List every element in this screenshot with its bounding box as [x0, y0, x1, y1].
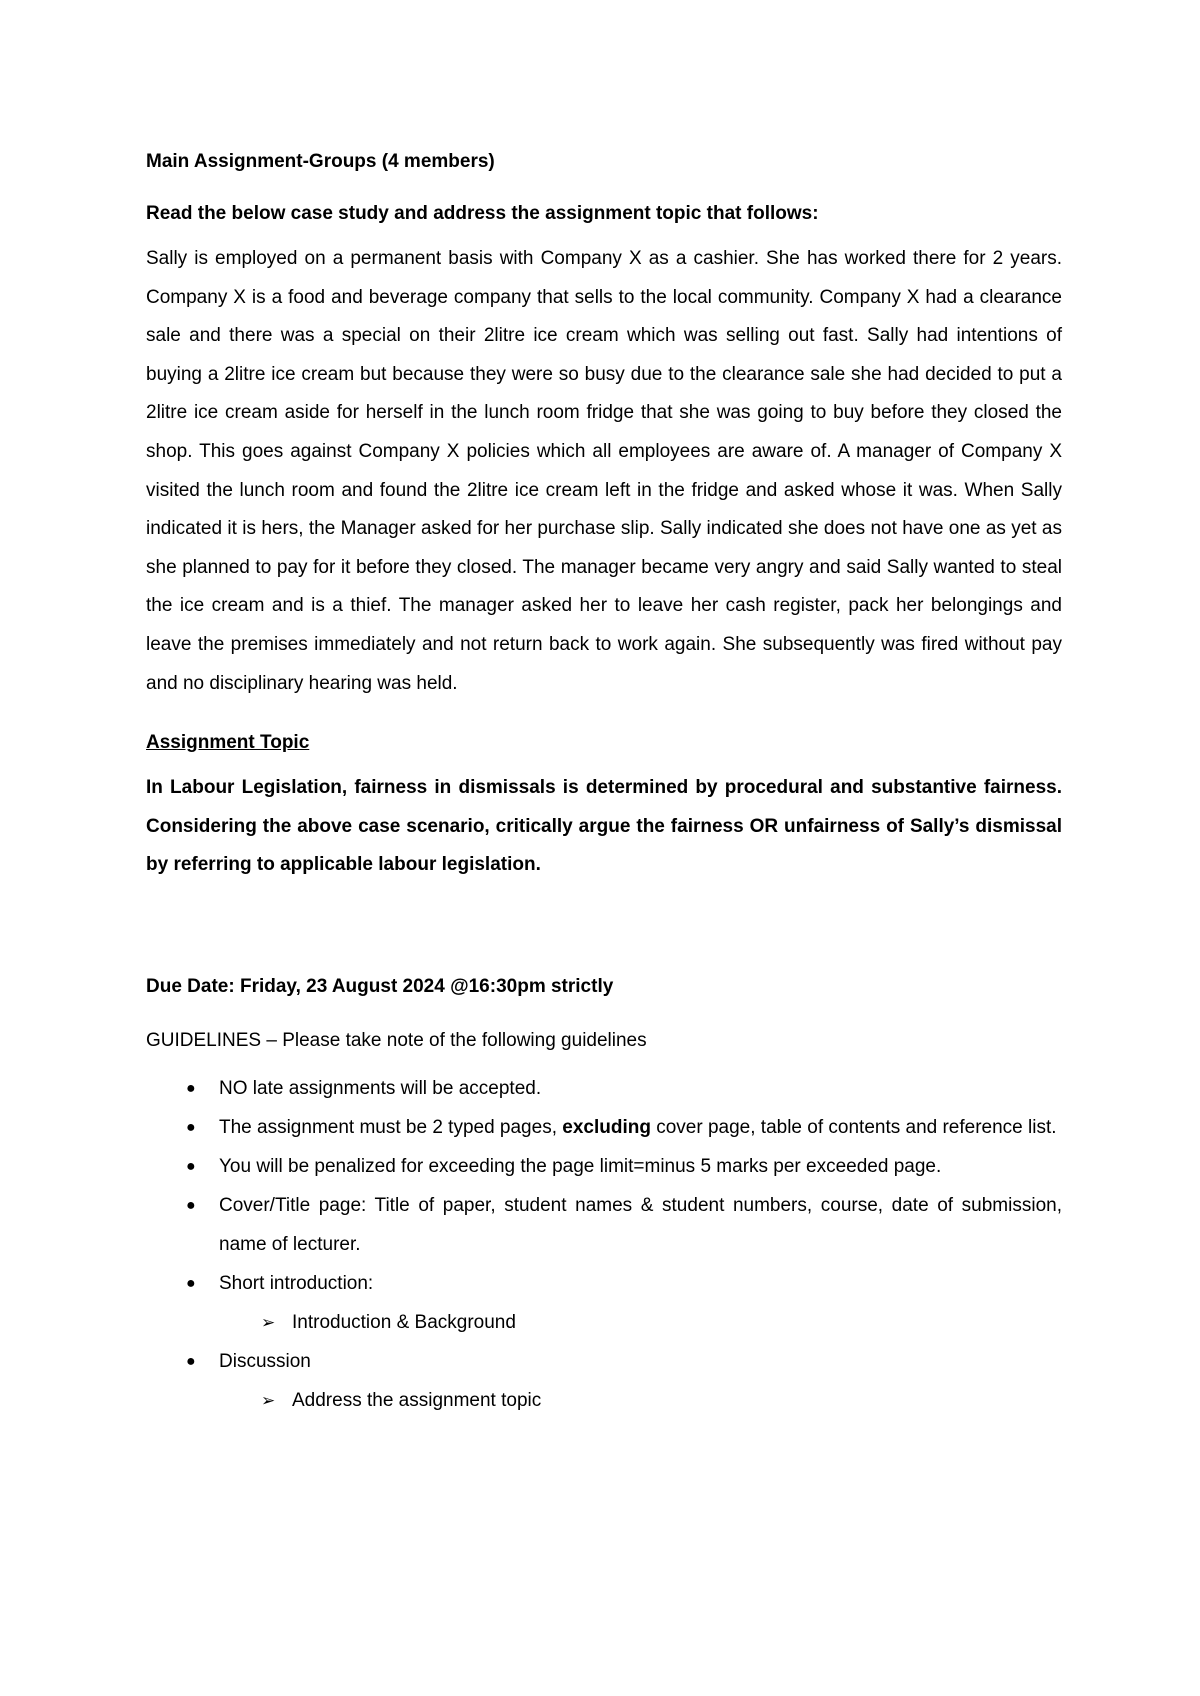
bullet-icon: ●: [186, 1196, 196, 1214]
list-item: [146, 1108, 1062, 1147]
assignment-topic-text: In Labour Legislation, fairness in dismissals is determined by procedural and substantive fairness. Considering the above case scenario, critically argue the fairness OR unfairness of Sally’s dismissal by referring to applicable labour legislation.: [146, 777, 1062, 876]
document-page: [146, 148, 1062, 1420]
discussion-sublist: [219, 1381, 1062, 1420]
bullet-icon: ●: [186, 1157, 196, 1175]
list-item: [146, 1069, 1062, 1108]
list-item: [146, 1342, 1062, 1420]
guideline-late: NO late assignments will be accepted.: [219, 1077, 542, 1099]
guidelines-heading: GUIDELINES – Please take note of the following guidelines: [146, 1029, 647, 1051]
arrow-bullet-icon: ➢: [261, 1390, 276, 1410]
instruction-text: Read the below case study and address the assignment topic that follows:: [146, 203, 819, 224]
guideline-penalty: You will be penalized for exceeding the page limit=minus 5 marks per exceeded page.: [219, 1155, 942, 1177]
introduction-sublist: [219, 1303, 1062, 1342]
guideline-discussion: Discussion: [219, 1350, 311, 1372]
assignment-topic-heading: Assignment Topic: [146, 732, 310, 754]
case-study-paragraph: Sally is employed on a permanent basis with Company X as a cashier. She has worked there for 2 years. Company X is a food and beverage company that sells to the local community. Company X had a clearance sale and there was a special on their 2litre ice cream which was selling out fast. Sally had intentions of buying a 2litre ice cream but because they were so busy due to the clearance sale she had decided to put a 2litre ice cream aside for herself in the lunch room fridge that she was going to buy before they closed the shop. This goes against Company X policies which all employees are aware of. A manager of Company X visited the lunch room and found the 2litre ice cream left in the fridge and asked whose it was. When Sally indicated it is hers, the Manager asked for her purchase slip. Sally indicated she does not have one as yet as she planned to pay for it before they closed. The manager became very angry and said Sally wanted to steal the ice cream and is a thief. The manager asked her to leave her cash register, pack her belongings and leave the premises immediately and not return back to work again. She subsequently was fired without pay and no disciplinary hearing was held.: [146, 248, 1062, 694]
sub-address-topic: Address the assignment topic: [292, 1389, 542, 1411]
bullet-icon: ●: [186, 1118, 196, 1136]
guideline-pages-after: cover page, table of contents and reference list.: [650, 1116, 1057, 1138]
list-item: [219, 1303, 1062, 1342]
guideline-pages-bold: excluding: [562, 1116, 651, 1138]
list-item: [146, 1147, 1062, 1186]
document-title: Main Assignment-Groups (4 members): [146, 151, 495, 172]
guidelines-list: [146, 1069, 1062, 1420]
due-date: Due Date: Friday, 23 August 2024 @16:30pm strictly: [146, 975, 614, 997]
guideline-cover-page: Cover/Title page: Title of paper, student names & student numbers, course, date of submission, name of lecturer.: [219, 1194, 1062, 1255]
bullet-icon: ●: [186, 1274, 196, 1292]
sub-introduction-background: Introduction & Background: [292, 1311, 516, 1333]
bullet-icon: ●: [186, 1352, 196, 1370]
list-item: [146, 1186, 1062, 1264]
bullet-icon: ●: [186, 1079, 196, 1097]
list-item: [219, 1381, 1062, 1420]
list-item: [146, 1264, 1062, 1342]
arrow-bullet-icon: ➢: [261, 1312, 276, 1332]
guideline-introduction: Short introduction:: [219, 1272, 374, 1294]
guideline-pages-before: The assignment must be 2 typed pages,: [219, 1116, 563, 1138]
